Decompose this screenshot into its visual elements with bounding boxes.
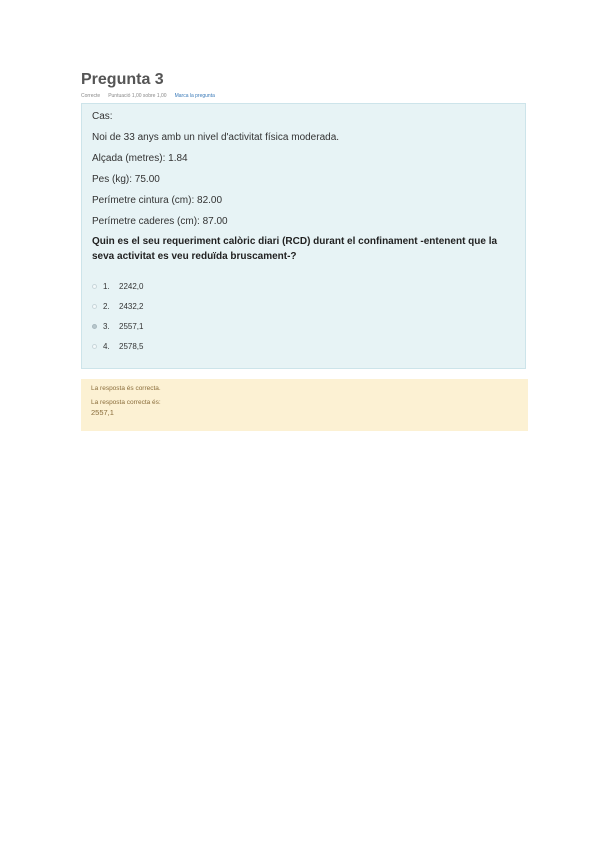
radio-button[interactable] [92, 284, 97, 289]
question-prompt: Quin es el seu requeriment calòric diari (RCD) durant el confinament -entenent que la seva activitat es veu reduïda bruscament-? [92, 236, 498, 262]
radio-button[interactable] [92, 344, 97, 349]
radio-button-selected[interactable] [92, 324, 97, 329]
case-waist: Perímetre cintura (cm): 82.00 [92, 195, 223, 206]
case-height: Alçada (metres): 1.84 [92, 153, 188, 164]
answer-number: 2. [103, 301, 110, 311]
question-score: Puntuació 1,00 sobre 1,00 [108, 93, 167, 99]
question-content [81, 103, 526, 369]
correct-answer-value: 2557,1 [91, 408, 114, 417]
question-title: Pregunta 3 [81, 71, 164, 88]
answer-number: 3. [103, 321, 110, 331]
answer-value: 2578,5 [119, 341, 144, 351]
correct-answer-label: La resposta correcta és: [91, 399, 161, 406]
flag-question-link[interactable]: Marca la pregunta [174, 93, 215, 99]
answer-number: 1. [103, 281, 110, 291]
answer-value: 2242,0 [119, 281, 144, 291]
feedback-box [81, 379, 528, 431]
answer-option-1[interactable] [92, 276, 515, 296]
answer-value: 2432,2 [119, 301, 144, 311]
radio-button[interactable] [92, 304, 97, 309]
answer-number: 4. [103, 341, 110, 351]
answer-option-3[interactable] [92, 316, 515, 336]
question-status: Correcte [81, 93, 101, 99]
answer-list [92, 276, 515, 356]
answer-option-4[interactable] [92, 336, 515, 356]
case-weight: Pes (kg): 75.00 [92, 174, 160, 185]
case-description: Noi de 33 anys amb un nivel d'activitat física moderada. [92, 132, 340, 143]
question-header [81, 70, 528, 99]
answer-option-2[interactable] [92, 296, 515, 316]
question-meta [81, 93, 528, 99]
case-label: Cas: [92, 111, 113, 122]
answer-value: 2557,1 [119, 321, 144, 331]
feedback-result: La resposta és correcta. [91, 385, 161, 392]
case-hips: Perímetre caderes (cm): 87.00 [92, 216, 228, 227]
